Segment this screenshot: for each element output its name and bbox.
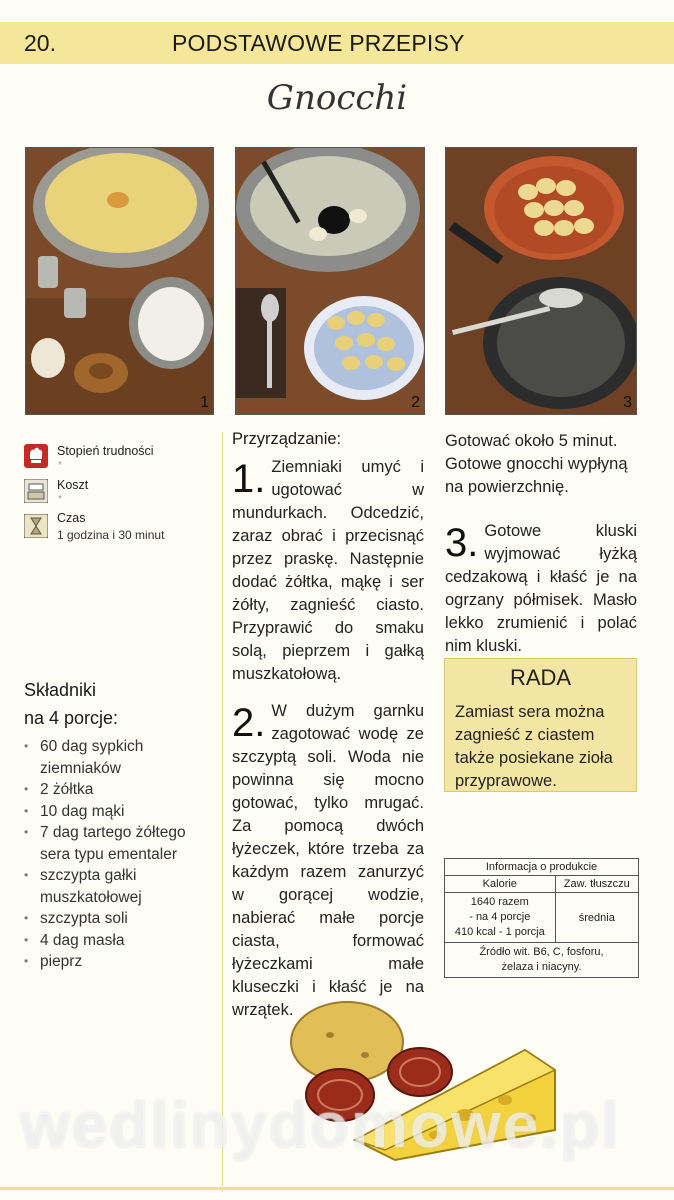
difficulty-rating: * bbox=[58, 460, 62, 471]
time-label: Czas bbox=[57, 511, 86, 525]
ingredient-item: • 10 dag mąki bbox=[24, 801, 214, 823]
ingredient-item: • szczypta gałki muszkatołowej bbox=[24, 865, 214, 908]
tip-title: RADA bbox=[509, 665, 572, 690]
photo-number: 2 bbox=[411, 394, 420, 411]
page-number: 20. bbox=[24, 30, 56, 56]
photo-step-2 bbox=[235, 147, 425, 415]
step-number: 3. bbox=[445, 521, 479, 565]
step-1 bbox=[232, 456, 424, 686]
step-number: 2. bbox=[232, 701, 266, 745]
hourglass-icon bbox=[24, 514, 48, 538]
tip-text: Zamiast sera można zagnieść z ciastem także posiekane zioła przyprawowe. bbox=[455, 703, 613, 790]
ingredient-item: • 7 dag tartego żółtego sera typu ementaler bbox=[24, 822, 214, 865]
photo-number: 1 bbox=[200, 394, 209, 411]
ingredients-title: Składniki na 4 porcje: bbox=[24, 680, 119, 728]
cost-label: Koszt bbox=[57, 478, 89, 492]
calories-header: Kalorie bbox=[445, 876, 556, 893]
photo-step-3 bbox=[445, 147, 637, 415]
preparation-title: Przyrządzanie: bbox=[232, 430, 342, 448]
difficulty-label: Stopień trudności bbox=[57, 444, 154, 458]
fat-cell: średnia bbox=[555, 893, 638, 943]
fat-header: Zaw. tłuszczu bbox=[555, 876, 638, 893]
vitamin-source-cell: Źródło wit. B6, C, fosforu, żelaza i niacyny. bbox=[445, 943, 639, 978]
time-value: 1 godzina i 30 minut bbox=[57, 528, 165, 542]
step-number: 1. bbox=[232, 457, 266, 501]
column-divider bbox=[222, 432, 223, 1192]
step-2 bbox=[232, 700, 424, 1022]
recipe-title: Gnocchi bbox=[266, 78, 408, 118]
step-text: Gotowe kluski wyjmować łyżką cedzakową i kłaść je na ogrzany półmisek. Masło lekko zrumienić i polać nim kluski. bbox=[445, 522, 637, 655]
product-info-table bbox=[444, 858, 639, 978]
step-2-continued: Gotować około 5 minut. Gotowe gnocchi wypłyną na powierzchnię. bbox=[445, 432, 628, 496]
ingredient-item: • pieprz bbox=[24, 951, 214, 973]
ingredient-item: • 4 dag masła bbox=[24, 930, 214, 952]
product-info-title: Informacja o produkcie bbox=[445, 859, 639, 876]
step-text: W dużym garnku zagotować wodę ze szczyptą soli. Woda nie powinna się mocno gotować, tylko mrugać. Za pomocą dwóch łyżeczek, które trzeba za każdym razem zanurzyć w gorącej wodzie, nabierać małe porcje ciasta, formować łyżeczkami małe kluseczki i kłaść je na wrzątek. bbox=[232, 702, 424, 1019]
bottom-rule bbox=[0, 1187, 674, 1190]
cash-register-icon bbox=[24, 479, 48, 503]
step-3 bbox=[445, 520, 637, 658]
cost-rating: * bbox=[58, 494, 62, 505]
chef-hat-icon bbox=[24, 444, 48, 468]
ingredient-item: • 2 żółtka bbox=[24, 779, 214, 801]
photo-number: 3 bbox=[623, 394, 632, 411]
ingredients-list bbox=[24, 736, 214, 973]
ingredient-item: • 60 dag sypkich ziemniaków bbox=[24, 736, 214, 779]
section-title: PODSTAWOWE PRZEPISY bbox=[172, 30, 465, 56]
ingredient-item: • szczypta soli bbox=[24, 908, 214, 930]
watermark: wedlinydomowe.pl bbox=[20, 1089, 621, 1161]
tip-box bbox=[444, 658, 637, 792]
calories-cell: 1640 razem - na 4 porcje 410 kcal - 1 porcja bbox=[445, 893, 556, 943]
step-text: Ziemniaki umyć i ugotować w mundurkach. Odcedzić, zaraz obrać i przecisnąć przez praskę. Następnie dodać żółtka, mąkę i ser żółty, zagnieść ciasto. Przyprawić do smaku solą, pieprzem i gałką muszkatołową. bbox=[232, 458, 424, 683]
photo-step-1 bbox=[25, 147, 214, 415]
